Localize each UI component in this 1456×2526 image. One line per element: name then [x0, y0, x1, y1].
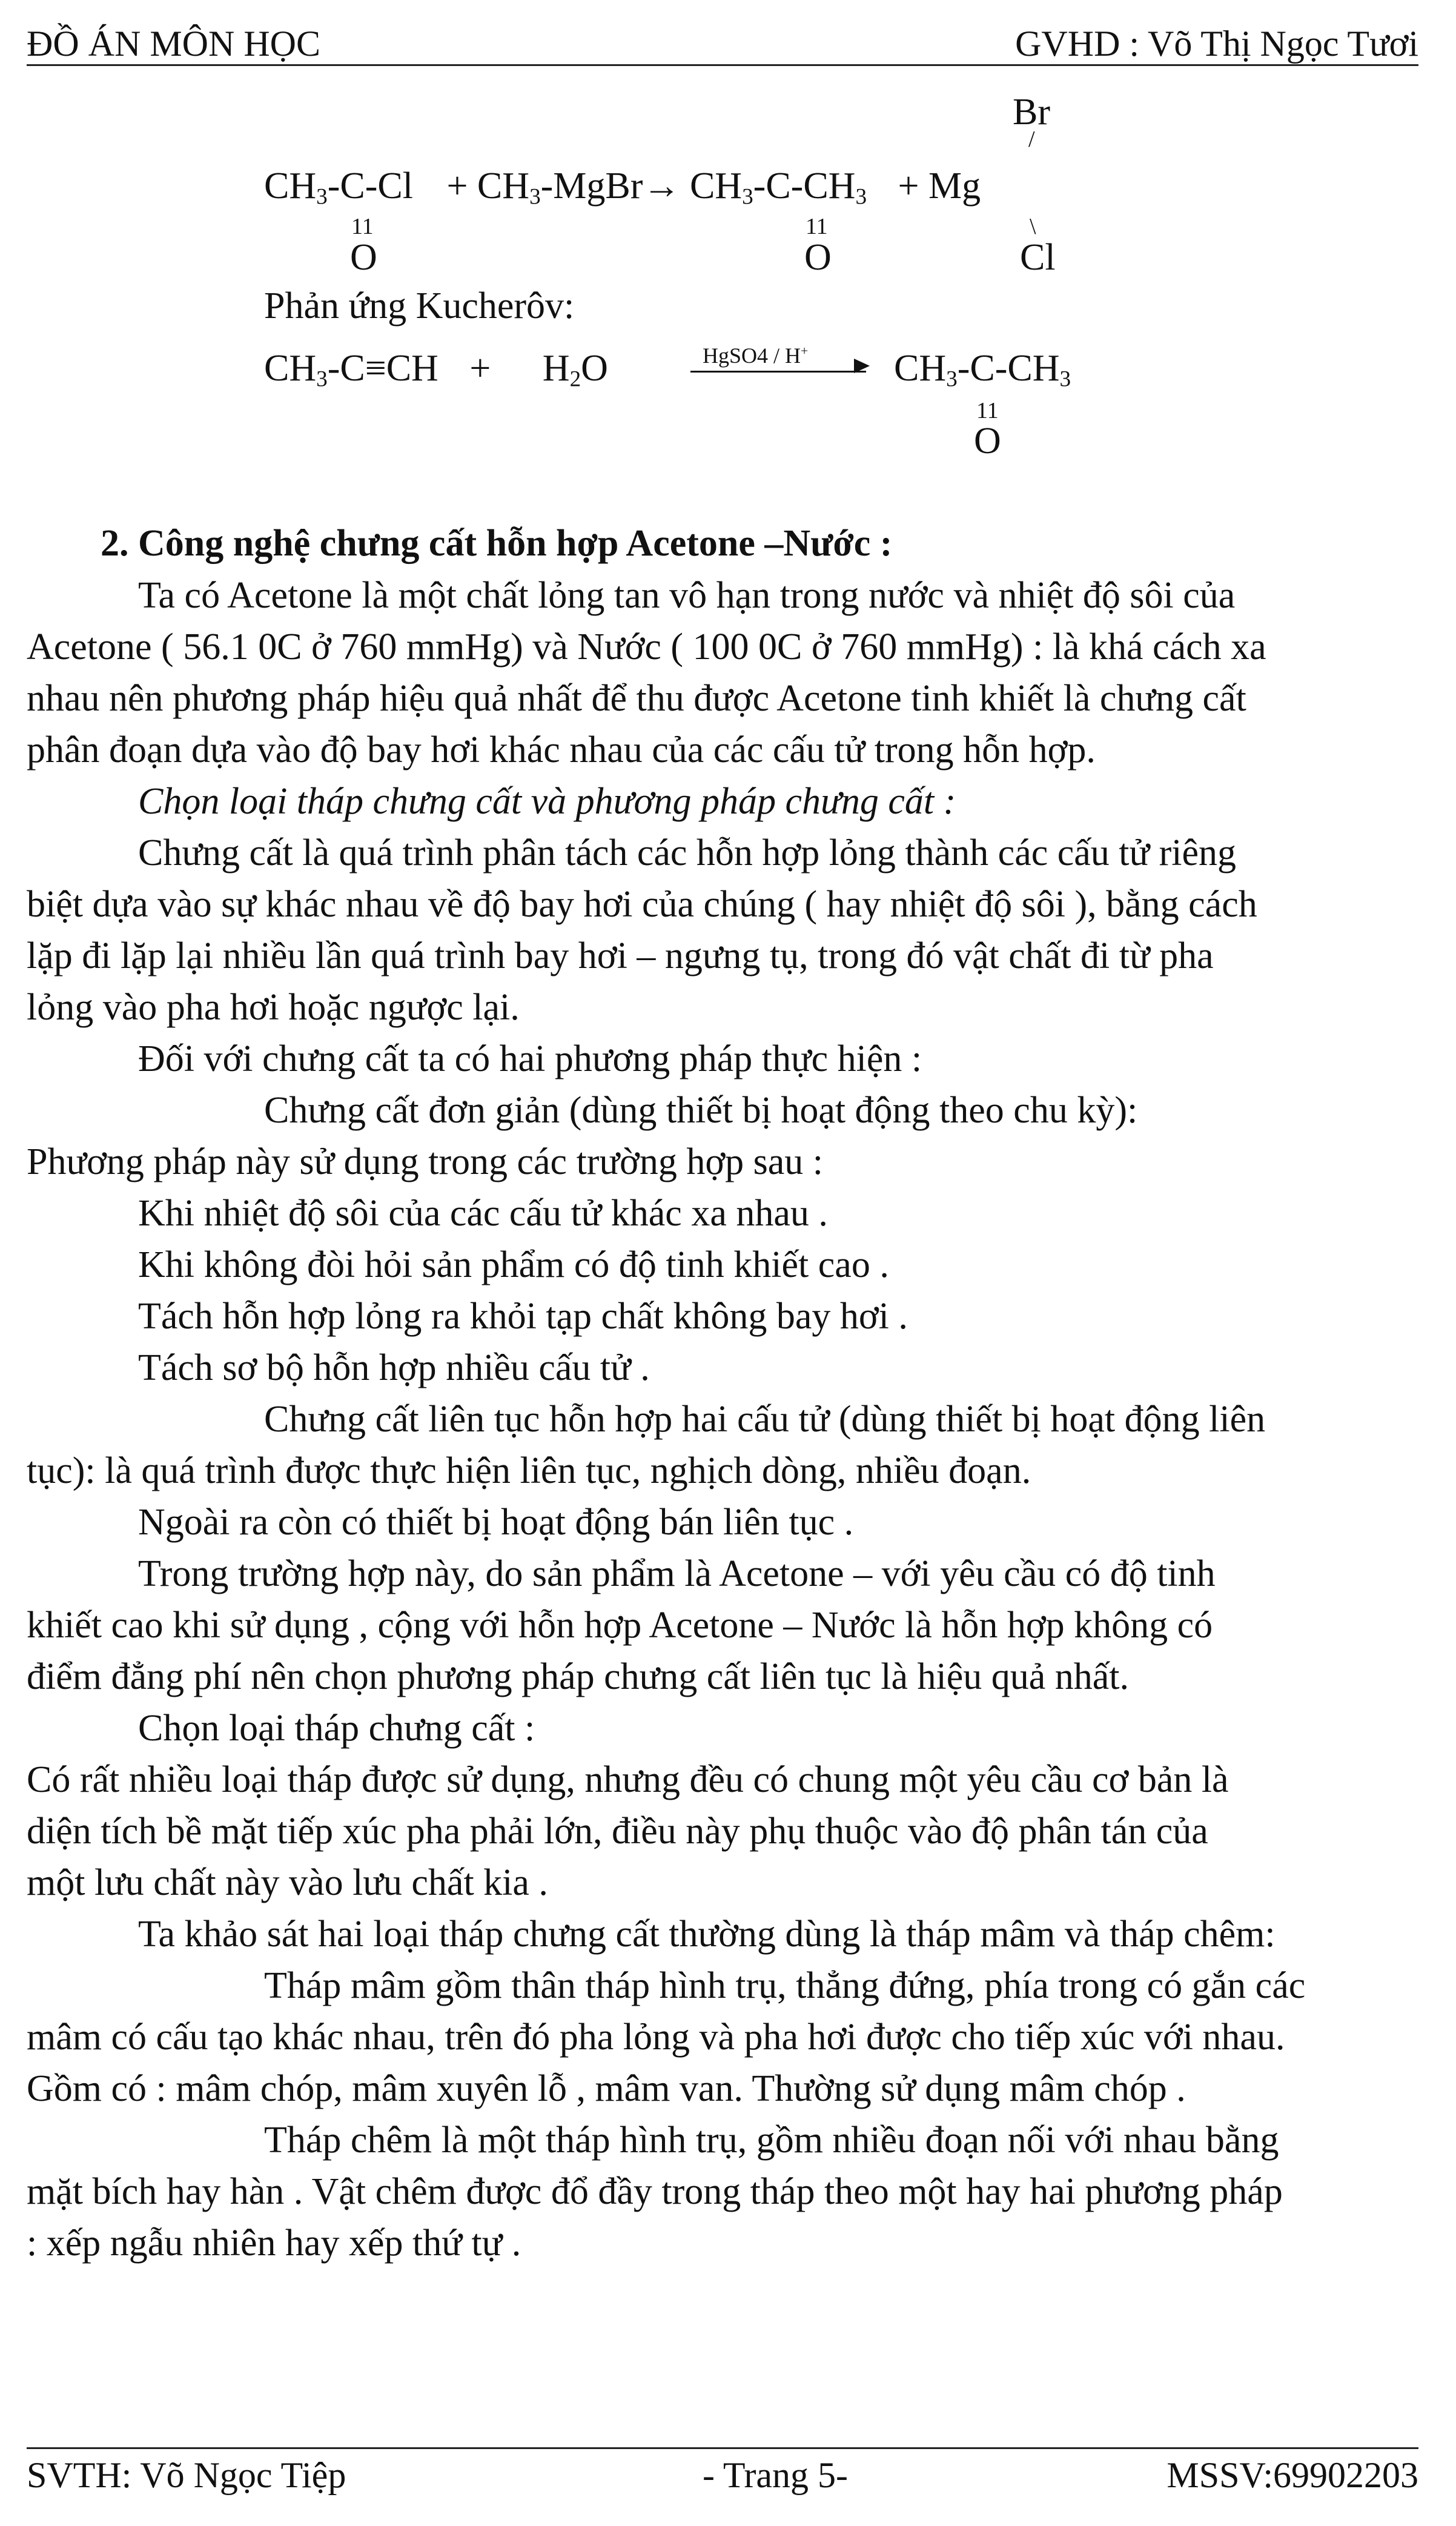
body-line: Chọn loại tháp chưng cất : — [138, 1708, 535, 1749]
cl-label: Cl — [1020, 237, 1056, 278]
reaction-2-product — [894, 347, 1071, 392]
plus-2: + Mg — [898, 165, 981, 207]
reaction-arrow-shaft — [690, 371, 866, 373]
reaction-1-equation — [264, 165, 981, 210]
header-rule — [27, 64, 1418, 66]
body-line: Trong trường hợp này, do sản phẩm là Acetone – với yêu cầu có độ tinh — [138, 1553, 1216, 1594]
arrow-1: → — [643, 165, 681, 207]
body-line: Chưng cất liên tục hỗn hợp hai cấu tử (dùng thiết bị hoạt động liên — [264, 1399, 1266, 1440]
bond-slash: / — [1028, 127, 1035, 152]
r2-rest: -MgBr — [540, 165, 643, 207]
r1-ch: CH — [264, 165, 317, 207]
water-sub: 2 — [569, 366, 581, 392]
r2-alkyne: -C≡CH — [327, 348, 438, 389]
r1-rest: -C-Cl — [327, 165, 413, 207]
double-bond-3: 11 — [976, 398, 999, 423]
body-line: Tháp mâm gồm thân tháp hình trụ, thẳng đứng, phía trong có gắn các — [264, 1965, 1306, 2006]
plus-1: + CH — [446, 165, 530, 207]
body-line: tục): là quá trình được thực hiện liên tục, nghịch dòng, nhiều đoạn. — [27, 1450, 1031, 1491]
header-right: GVHD : Võ Thị Ngọc Tươi — [1015, 24, 1418, 64]
body-line: biệt dựa vào sự khác nhau về độ bay hơi của chúng ( hay nhiệt độ sôi ), bằng cách — [27, 884, 1257, 925]
p2-sub2: 3 — [1059, 366, 1071, 392]
bond-backslash: \ — [1030, 214, 1036, 239]
body-line: Chưng cất đơn giản (dùng thiết bị hoạt động theo chu kỳ): — [264, 1090, 1138, 1131]
body-line: Tách sơ bộ hỗn hợp nhiều cấu tử . — [138, 1347, 650, 1388]
p2-sub: 3 — [946, 366, 958, 392]
body-line: Gồm có : mâm chóp, mâm xuyên lỗ , mâm van. Thường sử dụng mâm chóp . — [27, 2068, 1186, 2109]
body-line: Ta khảo sát hai loại tháp chưng cất thường dùng là tháp mâm và tháp chêm: — [138, 1914, 1276, 1955]
kucherov-title: Phản ứng Kucherôv: — [264, 285, 575, 327]
p1-sub: 3 — [742, 184, 753, 210]
double-bond-2: 11 — [806, 214, 828, 239]
body-line: khiết cao khi sử dụng , cộng với hỗn hợp Acetone – Nước là hỗn hợp không có — [27, 1605, 1213, 1646]
footer-left: SVTH: Võ Ngọc Tiệp — [27, 2455, 346, 2495]
body-line: một lưu chất này vào lưu chất kia . — [27, 1862, 548, 1903]
water-o: O — [581, 348, 608, 389]
catalyst-text: HgSO4 / H — [703, 343, 801, 368]
body-line: phân đoạn dựa vào độ bay hơi khác nhau của các cấu tử trong hỗn hợp. — [27, 729, 1096, 771]
body-line: Khi không đòi hỏi sản phẩm có độ tinh khiết cao . — [138, 1244, 889, 1285]
body-line-italic: Chọn loại tháp chưng cất và phương pháp chưng cất : — [138, 781, 956, 822]
oxygen-3: O — [974, 420, 1001, 462]
section-title: 2. Công nghệ chưng cất hỗn hợp Acetone –Nước : — [101, 523, 893, 564]
body-line: Chưng cất là quá trình phân tách các hỗn hợp lỏng thành các cấu tử riêng — [138, 832, 1236, 873]
body-line: mặt bích hay hàn . Vật chêm được đổ đầy trong tháp theo một hay hai phương pháp — [27, 2171, 1283, 2212]
body-line: Ta có Acetone là một chất lỏng tan vô hạn trong nước và nhiệt độ sôi của — [138, 575, 1236, 616]
body-line: Tách hỗn hợp lỏng ra khỏi tạp chất không bay hơi . — [138, 1296, 908, 1337]
body-line: Ngoài ra còn có thiết bị hoạt động bán liên tục . — [138, 1502, 854, 1543]
r2-sub: 3 — [529, 184, 541, 210]
r1-sub: 3 — [316, 184, 328, 210]
p1-sub2: 3 — [855, 184, 867, 210]
p2-ch: CH — [894, 348, 947, 389]
body-line: lỏng vào pha hơi hoặc ngược lại. — [27, 987, 520, 1028]
r2-ch: CH — [264, 348, 317, 389]
plus-3: + — [469, 348, 491, 389]
br-label: Br — [1013, 91, 1050, 133]
body-line: diện tích bề mặt tiếp xúc pha phải lớn, điều này phụ thuộc vào độ phân tán của — [27, 1811, 1208, 1852]
body-line: Có rất nhiều loại tháp được sử dụng, nhưng đều có chung một yêu cầu cơ bản là — [27, 1759, 1229, 1800]
p1-ch: CH — [689, 165, 743, 207]
footer-rule — [27, 2447, 1418, 2449]
reaction-2-reactants — [264, 347, 608, 392]
p1-mid: -C-CH — [753, 165, 856, 207]
r2-sub: 3 — [316, 366, 328, 392]
body-line: Đối với chưng cất ta có hai phương pháp thực hiện : — [138, 1038, 922, 1079]
body-line: mâm có cấu tạo khác nhau, trên đó pha lỏng và pha hơi được cho tiếp xúc với nhau. — [27, 2017, 1285, 2058]
catalyst-sup: + — [801, 343, 809, 358]
p2-mid: -C-CH — [957, 348, 1060, 389]
body-line: Acetone ( 56.1 0C ở 760 mmHg) và Nước ( 100 0C ở 760 mmHg) : là khá cách xa — [27, 626, 1266, 668]
double-bond-1: 11 — [351, 214, 374, 239]
catalyst-label — [703, 343, 808, 368]
body-line: : xếp ngẫu nhiên hay xếp thứ tự . — [27, 2223, 521, 2264]
body-line: điểm đẳng phí nên chọn phương pháp chưng cất liên tục là hiệu quả nhất. — [27, 1656, 1130, 1697]
oxygen-1: O — [350, 237, 377, 278]
body-line: Tháp chêm là một tháp hình trụ, gồm nhiều đoạn nối với nhau bằng — [264, 2120, 1279, 2161]
body-line: Khi nhiệt độ sôi của các cấu tử khác xa nhau . — [138, 1193, 828, 1234]
header-left: ĐỒ ÁN MÔN HỌC — [27, 24, 321, 64]
page-number: - Trang 5- — [703, 2455, 849, 2495]
oxygen-2: O — [804, 237, 832, 278]
water-h: H — [542, 348, 570, 389]
body-line: lặp đi lặp lại nhiều lần quá trình bay hơi – ngưng tụ, trong đó vật chất đi từ pha — [27, 935, 1214, 976]
footer-right: MSSV:69902203 — [1166, 2455, 1418, 2495]
body-line: Phương pháp này sử dụng trong các trường hợp sau : — [27, 1141, 823, 1182]
reaction-arrow-head — [854, 359, 870, 373]
body-line: nhau nên phương pháp hiệu quả nhất để thu được Acetone tinh khiết là chưng cất — [27, 678, 1246, 719]
